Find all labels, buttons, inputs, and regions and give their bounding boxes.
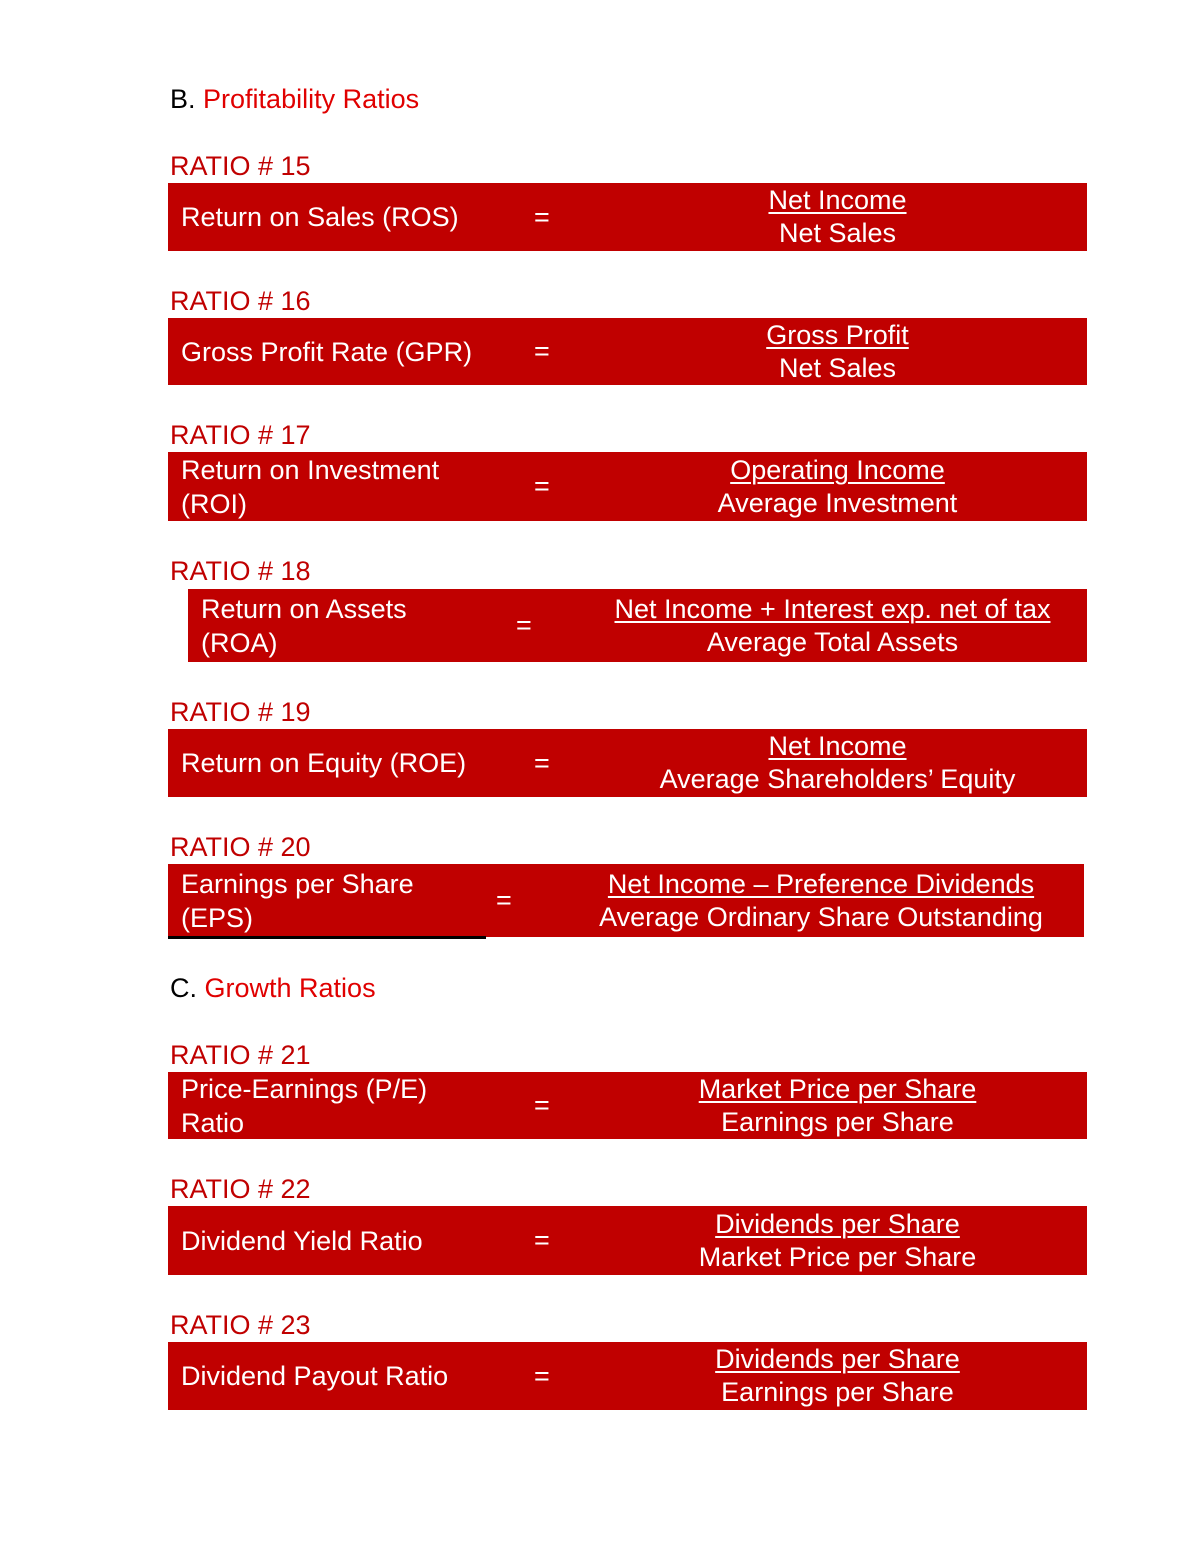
- equals-sign: =: [516, 610, 532, 640]
- ratio-box-16: [168, 318, 1087, 385]
- section-heading-growth: [170, 975, 376, 1002]
- ratio-label-21: RATIO # 21: [170, 1040, 311, 1070]
- formula-numerator: Dividends per Share: [715, 1208, 960, 1239]
- ratio-formula: [588, 1072, 1087, 1139]
- ratio-name: Earnings per Share (EPS): [181, 868, 414, 933]
- ratio-formula: [578, 589, 1087, 662]
- formula-numerator: Operating Income: [730, 454, 945, 485]
- ratio-name: Dividend Payout Ratio: [181, 1361, 449, 1391]
- equals-sign: =: [534, 336, 550, 366]
- equals-sign: =: [534, 1225, 550, 1255]
- formula-denominator: Average Investment: [717, 487, 958, 518]
- equals-sign: =: [534, 747, 550, 778]
- equals-sign: =: [496, 885, 512, 915]
- formula-numerator: Dividends per Share: [715, 1344, 960, 1374]
- formula-numerator: Net Income – Preference Dividends: [607, 868, 1035, 899]
- ratio-formula: [588, 1342, 1087, 1410]
- formula-numerator: Net Income: [768, 731, 907, 761]
- ratio-formula: [558, 864, 1084, 937]
- section-title: Growth Ratios: [204, 973, 376, 1003]
- ratio-label-17: RATIO # 17: [170, 420, 311, 450]
- ratio-label-19: RATIO # 19: [170, 697, 311, 727]
- section-title: Profitability Ratios: [203, 84, 420, 114]
- ratio-formula: [588, 729, 1087, 797]
- formula-denominator: Earnings per Share: [721, 1106, 954, 1137]
- section-letter: B.: [170, 84, 196, 114]
- formula-numerator: Net Income: [768, 185, 907, 215]
- section-letter: C.: [170, 973, 197, 1003]
- equals-sign: =: [534, 1090, 550, 1120]
- ratio-formula: [588, 452, 1087, 521]
- ratio-name: Price-Earnings (P/E) Ratio: [181, 1073, 428, 1138]
- ratio-label-15: RATIO # 15: [170, 151, 311, 181]
- ratio-name: Gross Profit Rate (GPR): [181, 336, 473, 367]
- ratio-name: Return on Assets (ROA): [201, 593, 407, 658]
- ratio-label-23: RATIO # 23: [170, 1310, 311, 1340]
- ratio-box-17: [168, 452, 1087, 521]
- formula-denominator: Average Shareholders’ Equity: [659, 764, 1016, 794]
- equals-sign: =: [534, 1360, 550, 1391]
- ratio-name: Dividend Yield Ratio: [181, 1225, 423, 1256]
- ratio-box-23: [168, 1342, 1087, 1410]
- eps-underline-rule: [168, 936, 486, 939]
- ratio-formula: [588, 183, 1087, 251]
- ratio-formula: [588, 1206, 1087, 1275]
- formula-denominator: Average Ordinary Share Outstanding: [599, 901, 1043, 932]
- ratio-label-16: RATIO # 16: [170, 286, 311, 316]
- ratio-box-15: [168, 183, 1087, 251]
- ratio-box-18: [188, 589, 1087, 662]
- ratio-box-22: [168, 1206, 1087, 1275]
- formula-denominator: Earnings per Share: [721, 1377, 954, 1407]
- ratio-label-20: RATIO # 20: [170, 832, 311, 862]
- ratio-name: Return on Sales (ROS): [181, 202, 459, 232]
- ratio-formula: [588, 318, 1087, 385]
- formula-denominator: Average Total Assets: [706, 626, 959, 657]
- equals-sign: =: [534, 471, 550, 501]
- ratio-label-18: RATIO # 18: [170, 556, 311, 586]
- ratio-label-22: RATIO # 22: [170, 1174, 311, 1204]
- formula-denominator: Market Price per Share: [698, 1241, 977, 1272]
- section-heading-profitability: [170, 86, 419, 113]
- ratio-box-20: [168, 864, 1084, 937]
- formula-numerator: Net Income + Interest exp. net of tax: [614, 593, 1051, 624]
- ratio-box-21: [168, 1072, 1087, 1139]
- equals-sign: =: [534, 201, 550, 232]
- formula-numerator: Market Price per Share: [698, 1073, 977, 1104]
- formula-denominator: Net Sales: [778, 352, 897, 383]
- formula-numerator: Gross Profit: [766, 319, 909, 350]
- ratio-box-19: [168, 729, 1087, 797]
- ratio-name: Return on Investment (ROI): [181, 454, 440, 519]
- formula-denominator: Net Sales: [778, 218, 897, 248]
- ratio-name: Return on Equity (ROE): [181, 748, 467, 778]
